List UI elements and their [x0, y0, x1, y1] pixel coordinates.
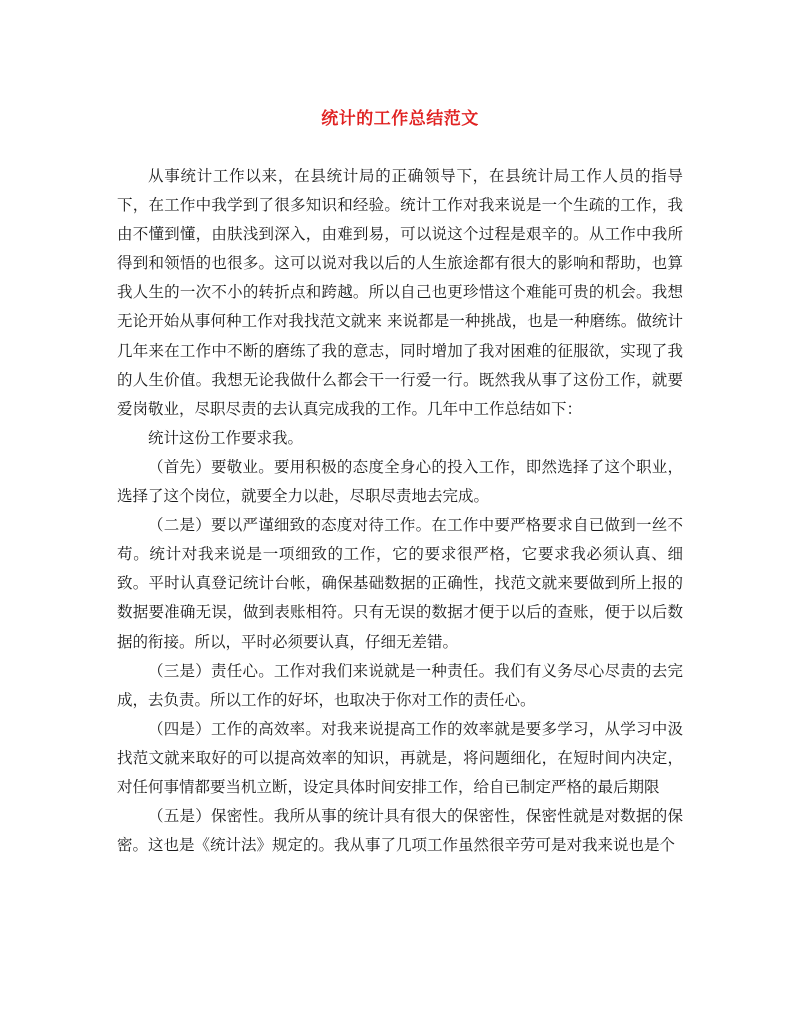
paragraph-requirements: 统计这份工作要求我。	[148, 428, 304, 447]
document-body	[117, 162, 683, 860]
paragraph-intro: 从事统计工作以来，在县统计局的正确领导下，在县统计局工作人员的指导下，在工作中我学到了很多知识和经验。统计工作对我来说是一个生疏的工作，我由不懂到懂，由肤浅到深入，由难到易，可以说这个过程是艰辛的。从工作中我所得到和领悟的也很多。这可以说对我以后的人生旅途都有很大的影响和帮助，也算我人生的一次不小的转折点和跨越。所以自己也更珍惜这个难能可贵的机会。我想无论开始从事何种工作对我找范文就来 来说都是一种挑战，也是一种磨练。做统计几年来在工作中不断的磨练了我的意志，同时增加了我对困难的征服欲，实现了我的人生价值。我想无论我做什么都会干一行爱一行。既然我从事了这份工作，就要爱岗敬业，尽职尽责的去认真完成我的工作。几年中工作总结如下：	[117, 167, 683, 418]
paragraph-efficiency: （四是）工作的高效率。对我来说提高工作的效率就是要多学习，从学习中汲找范文就来取好的可以提高效率的知识，再就是，将问题细化，在短时间内决定，对任何事情都要当机立断，设定具体时间安排工作，给自已制定严格的最后期限	[117, 719, 683, 796]
paragraph-confidentiality: （五是）保密性。我所从事的统计具有很大的保密性，保密性就是对数据的保密。这也是《统计法》规定的。我从事了几项工作虽然很辛劳可是对我来说也是个	[117, 807, 683, 855]
paragraph-responsibility: （三是）责任心。工作对我们来说就是一种责任。我们有义务尽心尽责的去完成，去负责。所以工作的好坏，也取决于你对工作的责任心。	[117, 661, 683, 709]
paragraph-rigor: （二是）要以严谨细致的态度对待工作。在工作中要严格要求自已做到一丝不苟。统计对我来说是一项细致的工作，它的要求很严格，它要求我必须认真、细致。平时认真登记统计台帐，确保基础数据的正确性，找范文就来要做到所上报的数据要准确无误，做到表账相符。只有无误的数据才便于以后的查账，便于以后数据的衔接。所以，平时必须要认真，仔细无差错。	[117, 516, 683, 651]
paragraph-dedication: （首先）要敬业。要用积极的态度全身心的投入工作，即然选择了这个职业，选择了这个岗位，就要全力以赴，尽职尽责地去完成。	[117, 457, 683, 506]
document-title: 统计的工作总结范文	[321, 109, 479, 129]
